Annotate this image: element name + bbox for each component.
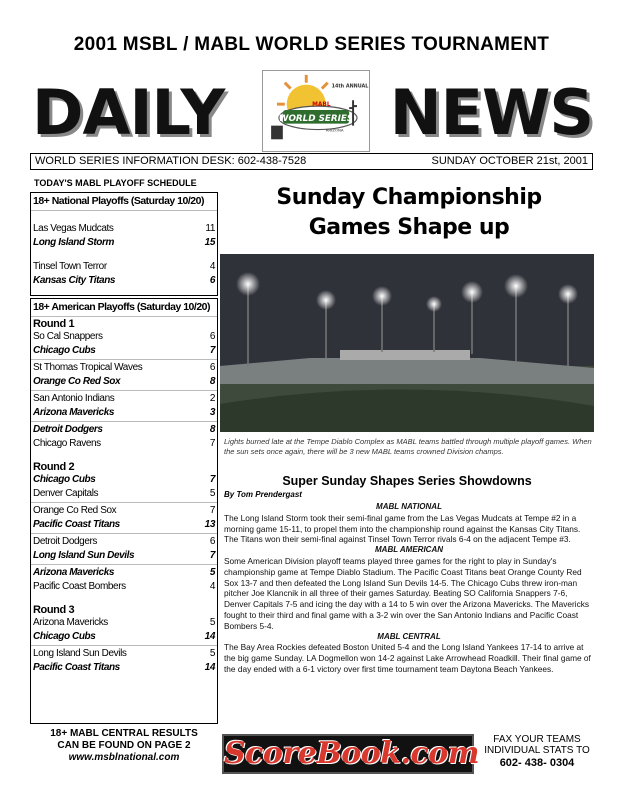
score-row: Kansas City Titans 6 — [33, 275, 215, 286]
article-subhead: Super Sunday Shapes Series Showdowns — [282, 474, 532, 488]
score-row: Arizona Mavericks 5 — [33, 617, 215, 628]
central-results-note: 18+ MABL CENTRAL RESULTS CAN BE FOUND ON PAGE 2 www.msblnational.com — [30, 728, 218, 764]
american-playoffs-box — [30, 298, 218, 724]
national-playoffs-heading: 18+ National Playoffs (Saturday 10/20) — [33, 195, 204, 207]
svg-text:14th ANNUAL: 14th ANNUAL — [331, 83, 369, 90]
score-row: Denver Capitals 5 — [33, 488, 215, 499]
score-row: Pacific Coast Bombers 4 — [33, 581, 215, 592]
round-2-label: Round 2 — [33, 461, 75, 473]
schedule-title: TODAY'S MABL PLAYOFF SCHEDULE — [34, 178, 197, 188]
mountain-icon — [271, 126, 283, 140]
round-1-label: Round 1 — [33, 318, 75, 330]
national-playoffs-box — [30, 192, 218, 296]
world-series-logo — [262, 70, 370, 152]
section-heading: MABL NATIONAL — [376, 502, 442, 511]
score-row: So Cal Snappers 6 — [33, 331, 215, 342]
score-row: Pacific Coast Titans 13 — [33, 519, 215, 530]
article-byline: By Tom Prendergast — [224, 490, 302, 499]
scorebook-ad[interactable] — [222, 734, 479, 774]
score-row: Tinsel Town Terror 4 — [33, 261, 215, 272]
fax-number: 602- 438- 0304 — [499, 757, 575, 769]
section-heading: MABL AMERICAN — [375, 545, 443, 555]
score-row: Orange Co Red Sox 8 — [33, 376, 215, 387]
score-row: Detroit Dodgers 6 — [33, 536, 215, 547]
score-row: Detroit Dodgers 8 — [33, 424, 215, 435]
score-row: Long Island Storm 15 — [33, 237, 215, 248]
svg-text:MABL: MABL — [312, 102, 331, 109]
score-row: Las Vegas Mudcats 11 — [33, 223, 215, 234]
score-row: Chicago Cubs 7 — [33, 345, 215, 356]
masthead-news: NEWS — [389, 76, 593, 149]
article-body — [224, 502, 594, 675]
main-headline: Sunday Championship Games Shape up — [276, 185, 542, 240]
issue-date: SUNDAY OCTOBER 21st, 2001 — [431, 155, 588, 167]
tournament-title: 2001 MSBL / MABL WORLD SERIES TOURNAMENT — [73, 34, 550, 55]
score-row: Long Island Sun Devils 7 — [33, 550, 215, 561]
section-text: The Long Island Storm took their semi-final game from the Las Vegas Mudcats at Tempe #2 in a morning game 15-11, to propel them into the championship round against the Kansas City Titans. The Titans won their semi-final against Tinsel Town Terror rivals 6-4 on the adjacent Tempe #3. — [224, 512, 581, 545]
round-3-label: Round 3 — [33, 604, 75, 616]
masthead — [30, 60, 593, 155]
info-bar — [30, 153, 593, 170]
score-row: Arizona Mavericks 3 — [33, 407, 215, 418]
score-row: San Antonio Indians 2 — [33, 393, 215, 404]
masthead-daily: DAILY — [32, 76, 225, 149]
score-row: Chicago Cubs 14 — [33, 631, 215, 642]
american-playoffs-heading: 18+ American Playoffs (Saturday 10/20) — [33, 301, 210, 313]
section-heading: MABL CENTRAL — [377, 631, 441, 641]
section-text: The Bay Area Rockies defeated Boston United 5-4 and the Long Island Yankees 17-14 to arrive at the big game Sunday. LA Dogmellon won 14-2 against Lake Arrowhead Roadkill. Their final game of the day ended with a 6-1 victory over first time tournament team Daytona Beach Yankees. — [224, 642, 591, 674]
score-row: Chicago Ravens 7 — [33, 438, 215, 449]
svg-text:ARIZONA: ARIZONA — [325, 127, 344, 133]
photo-caption: Lights burned late at the Tempe Diablo Complex as MABL teams battled through multiple playoff games. When the sun sets once again, there will be 3 new MABL teams crowned Division champs. — [224, 437, 592, 456]
score-row: Long Island Sun Devils 5 — [33, 648, 215, 659]
fax-stats-note: FAX YOUR TEAMS INDIVIDUAL STATS TO 602- 438- 0304 — [478, 734, 596, 769]
section-text: Some American Division playoff teams played three games for the right to play in Sunday's championship game at Tempe Diablo Stadium. The Pacific Coast Titans beat Orange County Red Sox 13-7 and then defeated the Long Island Sun Devils 14-5. The Chicago Cubs threw iron-man pitcher Joe Klancnik in all three of their games Saturday. Beating SO California Snappers 7-6, Denver Capitals 7-5 and icing the day with a 14 to 5 win over the Arizona Mavericks. The Mavericks fought to their third and final game with a 3-2 win over the San Antonio Indians and Pacific Coast Bombers 5-4. — [224, 555, 590, 631]
info-desk-phone: WORLD SERIES INFORMATION DESK: 602-438-7528 — [35, 155, 307, 167]
scorebook-logo: ScoreBook.com — [224, 736, 479, 771]
stadium-night-photo — [220, 254, 594, 432]
score-row: Orange Co Red Sox 7 — [33, 505, 215, 516]
svg-text:WORLD SERIES: WORLD SERIES — [278, 113, 354, 124]
score-row: St Thomas Tropical Waves 6 — [33, 362, 215, 373]
website-link[interactable]: www.msblnational.com — [68, 752, 180, 763]
score-row: Pacific Coast Titans 14 — [33, 662, 215, 673]
score-row: Chicago Cubs 7 — [33, 474, 215, 485]
score-row: Arizona Mavericks 5 — [33, 567, 215, 578]
